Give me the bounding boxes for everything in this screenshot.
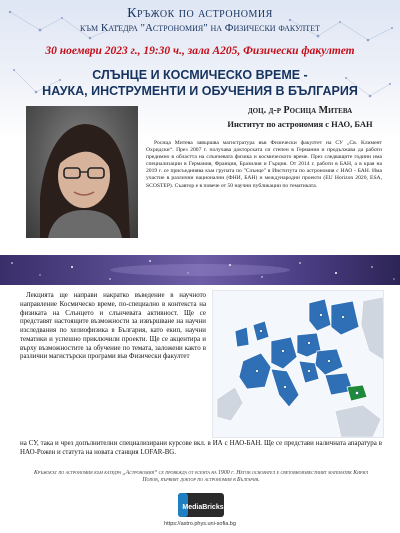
- lecture-text-part1: Лекцията ще направи накратко въведение в научното направление Космическо време, по-специално в контекста на физиката на Слънцето и слънчевата активност. Ще се представят настоящите възможности за извършване на научни изследвания по хелиофизика в България, като екип, научни тематики и успешно приключили проекти. Ще се акцентира и върху възможностите за обучение по темата, заложени както в различни магистърски програми във Физически факултет: [20, 292, 206, 361]
- date-venue: 30 ноември 2023 г., 19:30 ч., зала А205, Физически факултет: [45, 45, 355, 57]
- sponsor-logo: [172, 491, 230, 519]
- lecture-title-line2: НАУКА, ИНСТРУМЕНТИ И ОБУЧЕНИЯ В БЪЛГАРИЯ: [42, 84, 358, 98]
- sponsor-logo-text: MediaBricks: [182, 504, 224, 511]
- lecture-text-part2: на СУ, така и чрез допълнителни специализирани курсове вкл. в ИА с НАО-БАН. Ще се представи наличната апаратура в НАО-Рожен и статута на новата станция LOFAR-BG.: [20, 440, 382, 456]
- speaker-photo: [26, 106, 138, 238]
- speaker-name: доц. д-р Росица Митева: [247, 105, 353, 116]
- network-map: [212, 290, 384, 438]
- history-footnote: Кръжокът по астрономия към катедра „Астрономия“ се провежда от есента на 1900 г. Негов основател е световноизвестният математик Кирил Попов, първият доктор по астрономия в България.: [33, 470, 369, 484]
- club-subtitle: към Катедра "Астрономия" на Физически факултет: [80, 22, 320, 34]
- lecture-title-line1: СЛЪНЦЕ И КОСМИЧЕСКО ВРЕМЕ -: [92, 68, 308, 82]
- website-url[interactable]: https://astro.phys.uni-sofia.bg: [164, 521, 236, 527]
- starfield-divider: [0, 255, 400, 285]
- speaker-bio: Росица Митева завършва магистратура във Физически факултет на СУ „Св. Климент Охридски“. През 2007 г. получава докторската си степен в Германия и продължава да работи предимно в областта на слънчевата физика и космическото време. През следващите години има специализации в Германия, Франция, Бразилия и Гърция. От 2014 г. работи в БАН, а в края на 2019 г. се присъединява към групата по "Слънце" в Института по астрономия с НАО - БАН. Има участие в различни национални (ФНИ, БАН) и международни проекти (EU Horizon 2020, ESA, SCOSTEP). Съавтор е в повече от 50 научни публикации по тематиката.: [146, 140, 382, 189]
- speaker-institute: Институт по астрономия с НАО, БАН: [227, 119, 373, 129]
- club-title: Кръжок по астрономия: [127, 6, 273, 21]
